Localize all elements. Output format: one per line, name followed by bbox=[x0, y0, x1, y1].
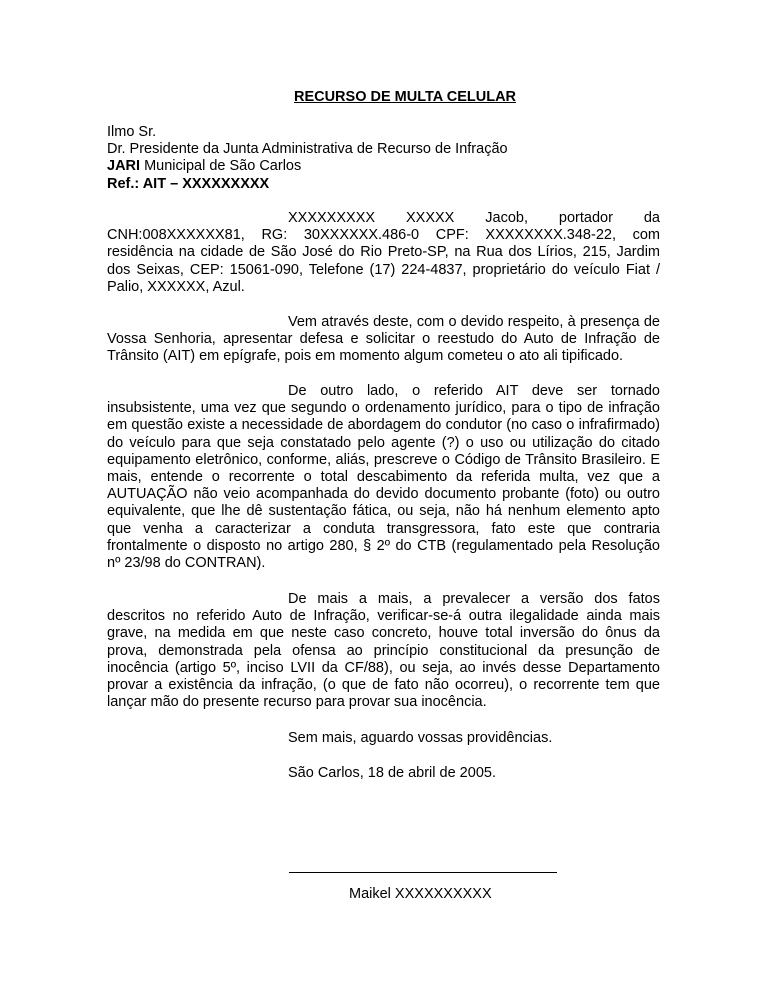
institution-name: Municipal de São Carlos bbox=[140, 158, 302, 175]
addressee-title: Dr. Presidente da Junta Administrativa de Recurso de Infração bbox=[107, 141, 508, 158]
paragraph-identification bbox=[107, 210, 660, 296]
paragraph-text: De outro lado, o referido AIT deve ser tornado insubsistente, uma vez que segundo o ordenamento jurídico, para o tipo de infração em questão existe a necessidade de abordagem do condutor (no caso o infrafirmado) do veículo para que seja constatado pelo agente (?) o uso ou utilização do citado equipamento eletrônico, conforme, aliás, prescreve o Código de Trânsito Brasileiro. E mais, entende o recorrente o total descabimento da referida multa, vez que a AUTUAÇÃO não veio acompanhada do devido documento probante (foto) ou outro equivalente, que lhe dê sustentação fática, ou seja, não há nenhum elemento apto que venha a caracterizar a conduta transgressora, fato este que contraria frontalmente o disposto no artigo 280, § 2º do CTB (regulamentado pela Resolução nº 23/98 do CONTRAN). bbox=[107, 383, 660, 572]
institution-acronym: JARI bbox=[107, 158, 141, 175]
paragraph-text: XXXXXXXXX XXXXX Jacob, portador da CNH:008XXXXXX81, RG: 30XXXXXX.486-0 CPF: XXXXXXXX.348-22, com residência na cidade de São José do Rio Preto-SP, na Rua dos Lírios, 215, Jardim dos Seixas, CEP: 15061-090, Telefone (17) 224-4837, proprietário do veículo Fiat / Palio, XXXXXX, Azul. bbox=[107, 210, 660, 295]
paragraph-text: Vem através deste, com o devido respeito, à presença de Vossa Senhoria, apresentar defesa e solicitar o reestudo do Auto de Infração de Trânsito (AIT) em epígrafe, pois em momento algum cometeu o ato ali tipificado. bbox=[107, 314, 660, 365]
reference-line: Ref.: AIT – XXXXXXXXX bbox=[107, 175, 270, 192]
signature-line bbox=[289, 872, 557, 873]
paragraph-request bbox=[107, 314, 660, 366]
salutation: Ilmo Sr. bbox=[107, 124, 157, 140]
paragraph-argument bbox=[107, 383, 660, 572]
addressee-block bbox=[107, 124, 667, 193]
document-title: RECURSO DE MULTA CELULAR bbox=[293, 89, 517, 105]
paragraph-burden-of-proof bbox=[107, 591, 660, 711]
closing-line: Sem mais, aguardo vossas providências. bbox=[288, 730, 553, 746]
signatory-name: Maikel XXXXXXXXXX bbox=[349, 886, 492, 902]
place-date-line: São Carlos, 18 de abril de 2005. bbox=[288, 765, 496, 781]
addressee-institution bbox=[107, 158, 667, 175]
paragraph-text: De mais a mais, a prevalecer a versão dos fatos descritos no referido Auto de Infração, verificar-se-á outra ilegalidade ainda mais grave, na medida em que neste caso concreto, houve total inversão do ônus da prova, demonstrada pela ofensa ao princípio constitucional da presunção de inocência (artigo 5º, inciso LVII da CF/88), ou seja, ao invés desse Departamento provar a existência da infração, (o que de fato não ocorreu), o recorrente tem que lançar mão do presente recurso para provar sua inocência. bbox=[107, 591, 660, 711]
